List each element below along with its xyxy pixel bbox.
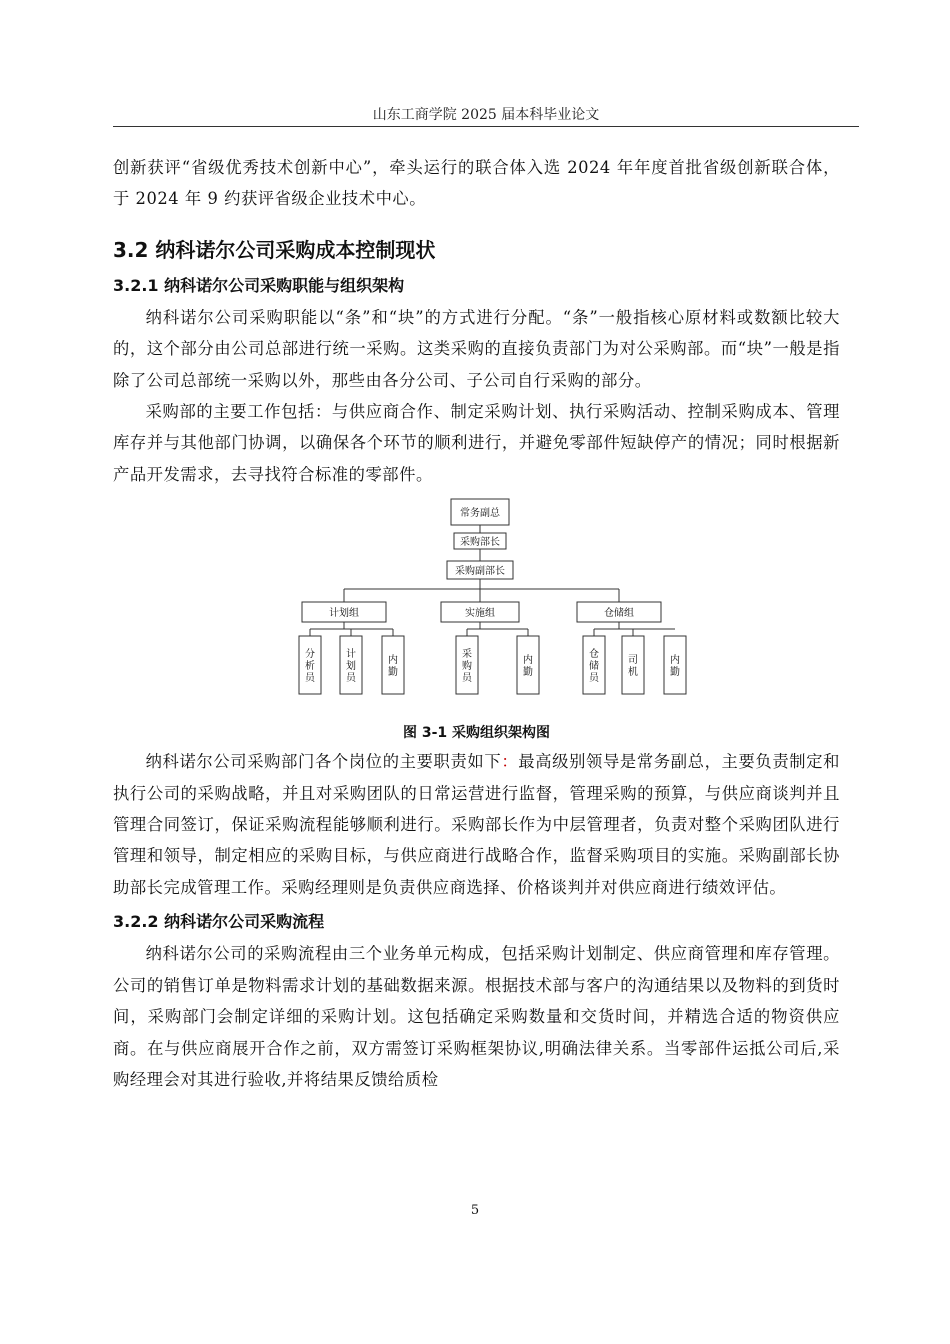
org-leaf-analyst (299, 636, 321, 694)
responsibilities-body: 最高级别领导是常务副总，主要负责制定和执行公司的采购战略，并且对采购团队的日常运营进行监督，管理采购的预算，与供应商谈判并且管理合同签订，保证采购流程能够顺利进行。采购部长作为中层管理者，负责对整个采购团队进行管理和领导，制定相应的采购目标，与供应商进行战略合作，监督采购项目的实施。采购副部长协助部长完成管理工作。采购经理则是负责供应商选择、价格谈判并对供应商进行绩效评估。 (113, 752, 840, 897)
subsection-heading-3-2-2: 3.2.2 纳科诺尔公司采购流程 (113, 912, 325, 932)
svg-text:仓储组: 仓储组 (604, 608, 634, 620)
paragraph-procurement-function: 纳科诺尔公司采购职能以“条”和“块”的方式进行分配。“条”一般指核心原材料或数额比较大的，这个部分由公司总部进行统一采购。这类采购的直接负责部门为对公采购部。而“块”一般是指除了公司总部统一采购以外，那些由各分公司、子公司自行采购的部分。 (113, 307, 840, 390)
svg-text:内勤: 内勤 (670, 655, 680, 679)
paragraph-procurement-duties: 采购部的主要工作包括：与供应商合作、制定采购计划、执行采购活动、控制采购成本、管理库存并与其他部门协调，以确保各个环节的顺利进行，并避免零部件短缺停产的情况；同时根据新产品开发需求，去寻找符合标准的零部件。 (113, 402, 840, 484)
paragraph-responsibilities (113, 746, 840, 903)
figure-caption: 图 3-1 采购组织架构图 (402, 725, 551, 742)
org-node-planning-group (302, 602, 386, 622)
org-node-top (451, 499, 509, 525)
svg-text:司机: 司机 (628, 655, 638, 679)
svg-text:内勤: 内勤 (388, 655, 398, 679)
org-leaf-buyer (456, 636, 478, 694)
org-node-execution-group (441, 602, 519, 622)
svg-text:采购副部长: 采购副部长 (455, 566, 505, 578)
org-leaf-driver (622, 636, 644, 694)
subsection-heading-3-2-1: 3.2.1 纳科诺尔公司采购职能与组织架构 (113, 275, 405, 295)
org-chart-figure (113, 498, 840, 746)
paragraph-procurement-process: 纳科诺尔公司的采购流程由三个业务单元构成，包括采购计划制定、供应商管理和库存管理。公司的销售订单是物料需求计划的基础数据来源。根据技术部与客户的沟通结果以及物料的到货时间，采购部门会制定详细的采购计划。这包括确定采购数量和交货时间，并精选合适的物资供应商。在与供应商展开合作之前，双方需签订采购框架协议,明确法律关系。当零部件运抵公司后,采购经理会对其进行验收,并将结果反馈给质检 (113, 944, 840, 1089)
svg-text:实施组: 实施组 (465, 608, 495, 620)
org-node-director (454, 533, 506, 549)
org-leaf-plan-clerk (382, 636, 404, 694)
org-leaf-planner (340, 636, 362, 694)
header-rule (113, 126, 859, 127)
page-content (113, 152, 840, 1095)
paragraph-continuation: 创新获评“省级优秀技术创新中心”，牵头运行的联合体入选 2024 年年度首批省级创新联合体，于 2024 年 9 约获评省级企业技术中心。 (113, 158, 840, 209)
org-node-deputy-director (447, 561, 513, 579)
org-node-storage-group (577, 602, 661, 622)
responsibilities-intro: 纳科诺尔公司采购部门各个岗位的主要职责如下 (145, 752, 502, 772)
svg-text:分析员: 分析员 (305, 649, 315, 685)
page-number: 5 (470, 1203, 480, 1218)
svg-text:常务副总: 常务副总 (460, 508, 500, 520)
svg-text:采购部长: 采购部长 (460, 537, 500, 549)
svg-text:内勤: 内勤 (523, 655, 533, 679)
highlight-colon: ： (501, 752, 519, 772)
svg-text:采购员: 采购员 (462, 649, 472, 685)
org-leaf-warehouse-keeper (583, 636, 605, 694)
org-leaf-store-clerk (664, 636, 686, 694)
svg-text:计划员: 计划员 (346, 649, 356, 685)
org-leaf-exec-clerk (517, 636, 539, 694)
section-heading-3-2: 3.2 纳科诺尔公司采购成本控制现状 (113, 237, 436, 262)
org-chart (296, 498, 680, 708)
svg-text:仓储员: 仓储员 (589, 649, 599, 685)
svg-text:计划组: 计划组 (329, 608, 359, 620)
page-header: 山东工商学院 2025 届本科毕业论文 (372, 107, 600, 123)
